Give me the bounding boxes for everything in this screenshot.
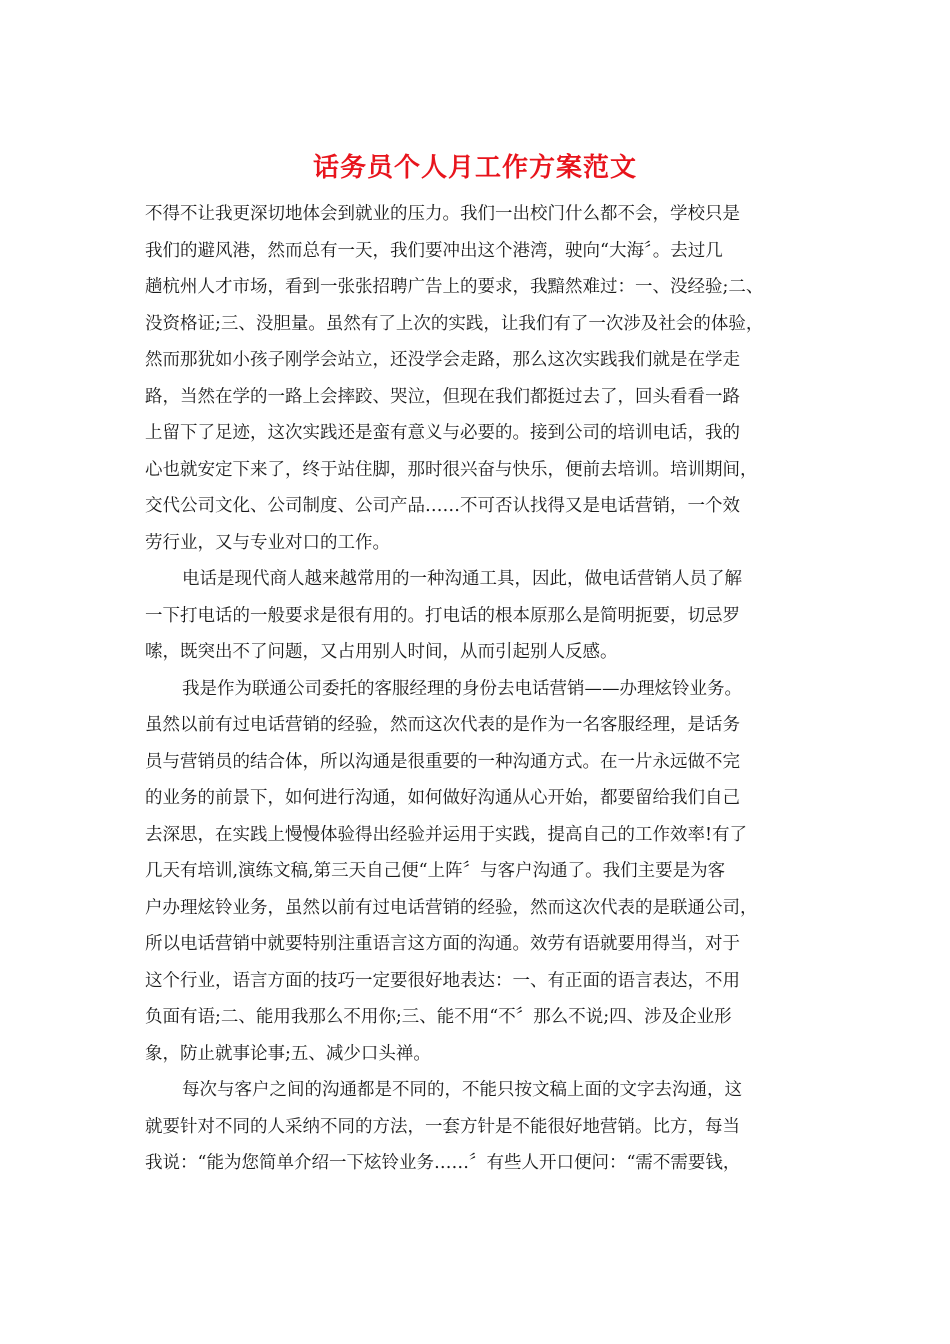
text-line: 然而那犹如小孩子刚学会站立，还没学会走路，那么这次实践我们就是在学走	[145, 350, 740, 370]
text-line: 上留下了足迹，这次实践还是蛮有意义与必要的。接到公司的培训电话，我的	[145, 423, 740, 443]
document-title: 话务员个人月工作方案范文	[312, 153, 637, 183]
text-line: 户办理炫铃业务，虽然以前有过电话营销的经验，然而这次代表的是联通公司，	[145, 897, 758, 918]
text-line: 负面有语;二、能用我那么不用你;三、能不用“不〞那么不说;四、涉及企业形	[145, 1007, 732, 1027]
text-line: 员与营销员的结合体，所以沟通是很重要的一种沟通方式。在一片永远做不完	[145, 751, 740, 772]
text-line: 路，当然在学的一路上会摔跤、哭泣，但现在我们都挺过去了，回头看看一路	[145, 386, 740, 407]
text-line: 电话是现代商人越来越常用的一种沟通工具，因此，做电话营销人员了解	[182, 569, 742, 589]
text-line: 我是作为联通公司委托的客服经理的身份去电话营销——办理炫铃业务。	[182, 678, 742, 699]
text-line: 几天有培训,演练文稿,第三天自己便“上阵〞与客户沟通了。我们主要是为客	[145, 861, 726, 881]
text-line: 虽然以前有过电话营销的经验，然而这次代表的是作为一名客服经理，是话务	[145, 715, 740, 735]
text-line: 这个行业，语言方面的技巧一定要很好地表达：一、有正面的语言表达，不用	[145, 970, 740, 991]
document-body	[145, 196, 825, 1182]
text-line: 去深思，在实践上慢慢体验得出经验并运用于实践，提高自己的工作效率!有了	[145, 824, 748, 845]
text-line: 趟杭州人才市场，看到一张张招聘广告上的要求，我黯然难过：一、没经验;二、	[145, 277, 764, 297]
text-line: 象，防止就事论事;五、减少口头禅。	[145, 1043, 431, 1064]
text-line: 嗦，既突出不了问题，又占用别人时间，从而引起别人反感。	[145, 642, 618, 662]
text-line: 不得不让我更深切地体会到就业的压力。我们一出校门什么都不会，学校只是	[145, 204, 740, 224]
text-line: 所以电话营销中就要特别注重语言这方面的沟通。效劳有语就要用得当，对于	[145, 934, 740, 954]
text-line: 每次与客户之间的沟通都是不同的，不能只按文稿上面的文字去沟通，这	[182, 1080, 742, 1100]
text-line: 我说：“能为您简单介绍一下炫铃业务……〞有些人开口便问：“需不需要钱，	[145, 1153, 741, 1173]
text-line: 劳行业，又与专业对口的工作。	[145, 532, 390, 553]
text-line: 我们的避风港，然而总有一天，我们要冲出这个港湾，驶向“大海〞。去过几	[145, 240, 723, 261]
text-line: 交代公司文化、公司制度、公司产品……不可否认找得又是电话营销，一个效	[145, 496, 740, 516]
text-line: 的业务的前景下，如何进行沟通，如何做好沟通从心开始，都要留给我们自己	[145, 788, 740, 808]
text-line: 没资格证;三、没胆量。虽然有了上次的实践，让我们有了一次涉及社会的体验，	[145, 313, 764, 334]
text-line: 心也就安定下来了，终于站住脚，那时很兴奋与快乐，便前去培训。培训期间，	[145, 459, 758, 480]
text-line: 一下打电话的一般要求是很有用的。打电话的根本原那么是简明扼要，切忌罗	[145, 605, 740, 626]
text-line: 就要针对不同的人采纳不同的方法，一套方针是不能很好地营销。比方，每当	[145, 1116, 740, 1137]
